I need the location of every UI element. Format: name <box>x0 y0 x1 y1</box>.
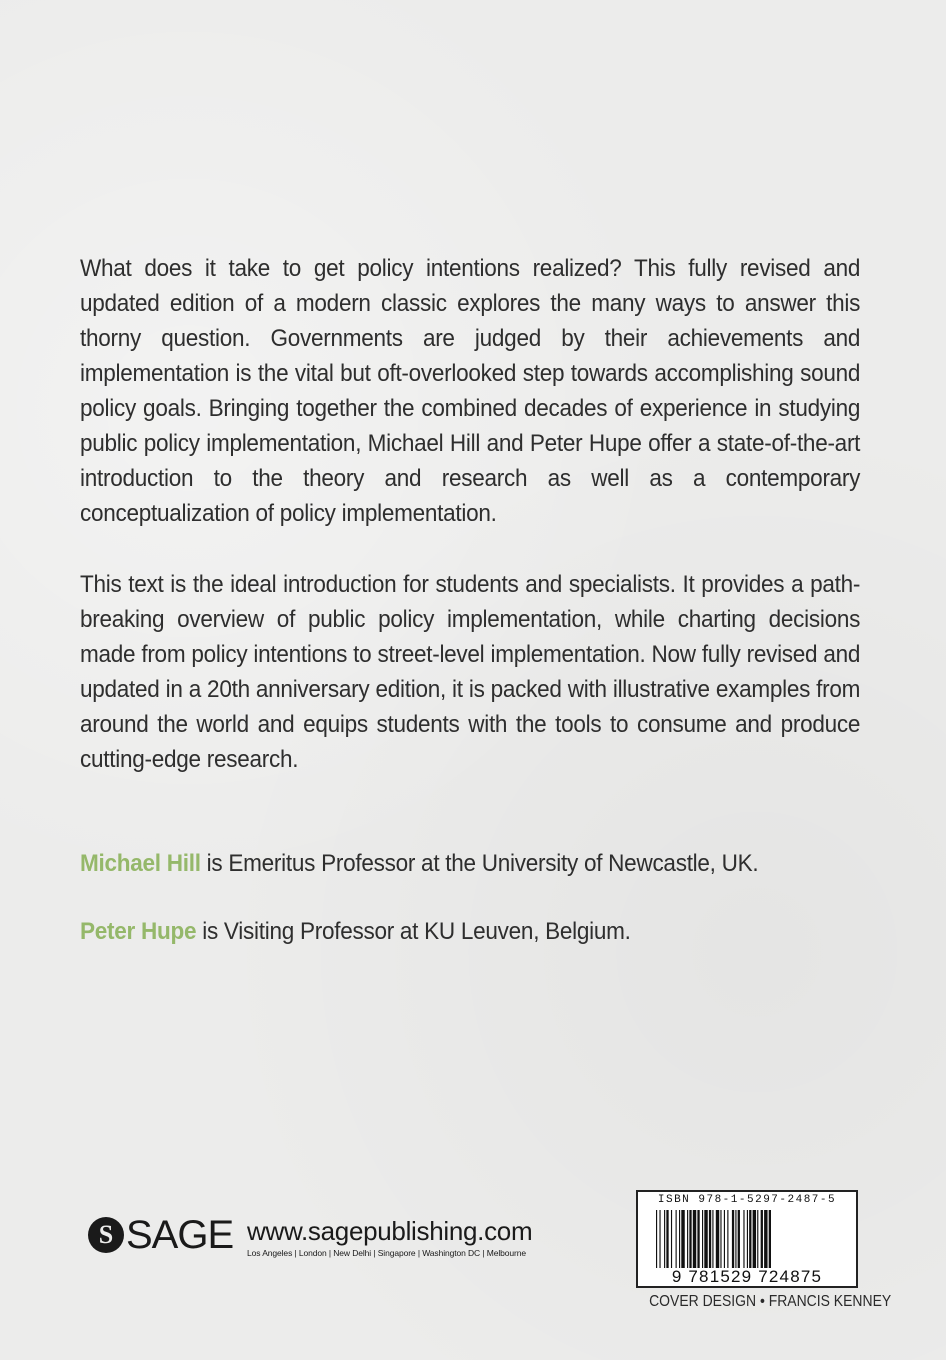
sage-logo-icon: S <box>88 1217 124 1253</box>
author-name-2: Peter Hupe <box>80 918 197 945</box>
isbn-label: ISBN 978-1-5297-2487-5 <box>657 1194 837 1206</box>
description-paragraph-2: This text is the ideal introduction for students and specialists. It provides a path-breaking overview of public policy implementation, while charting decisions made from policy intentions to street-level implementation. Now fully revised and updated in a 20th anniversary edition, it is packed with illustrative examples from around the world and equips students with the tools to consume and produce cutting-edge research. <box>80 571 861 773</box>
barcode-bars-icon <box>656 1210 842 1268</box>
author-bio-text-1: is Emeritus Professor at the University of Newcastle, UK. <box>200 850 759 877</box>
sage-logo <box>88 1215 233 1255</box>
description-paragraph-1: What does it take to get policy intentions realized? This fully revised and updated edition of a modern classic explores the many ways to answer this thorny question. Governments are judged by their achievements and implementation is the vital but oft-overlooked step towards accomplishing sound policy goals. Bringing together the combined decades of experience in studying public policy implementation, Michael Hill and Peter Hupe offer a state-of-the-art introduction to the theory and research as well as a contemporary conceptualization of policy implementation. <box>80 255 861 527</box>
author-bio-2 <box>80 914 631 949</box>
barcode-digits: 9 781529 724875 <box>638 1268 856 1286</box>
sage-logo-word: SAGE <box>126 1213 234 1257</box>
author-name-1: Michael Hill <box>80 850 201 877</box>
author-bio-1 <box>80 846 758 881</box>
cover-design-credit: COVER DESIGN • FRANCIS KENNEY <box>649 1293 892 1310</box>
isbn-barcode <box>636 1190 858 1288</box>
publisher-info <box>247 1216 532 1259</box>
publisher-cities: Los Angeles | London | New Delhi | Singapore | Washington DC | Melbourne <box>247 1248 526 1258</box>
author-bio-text-2: is Visiting Professor at KU Leuven, Belgium. <box>196 918 631 945</box>
publisher-url: www.sagepublishing.com <box>247 1216 533 1246</box>
